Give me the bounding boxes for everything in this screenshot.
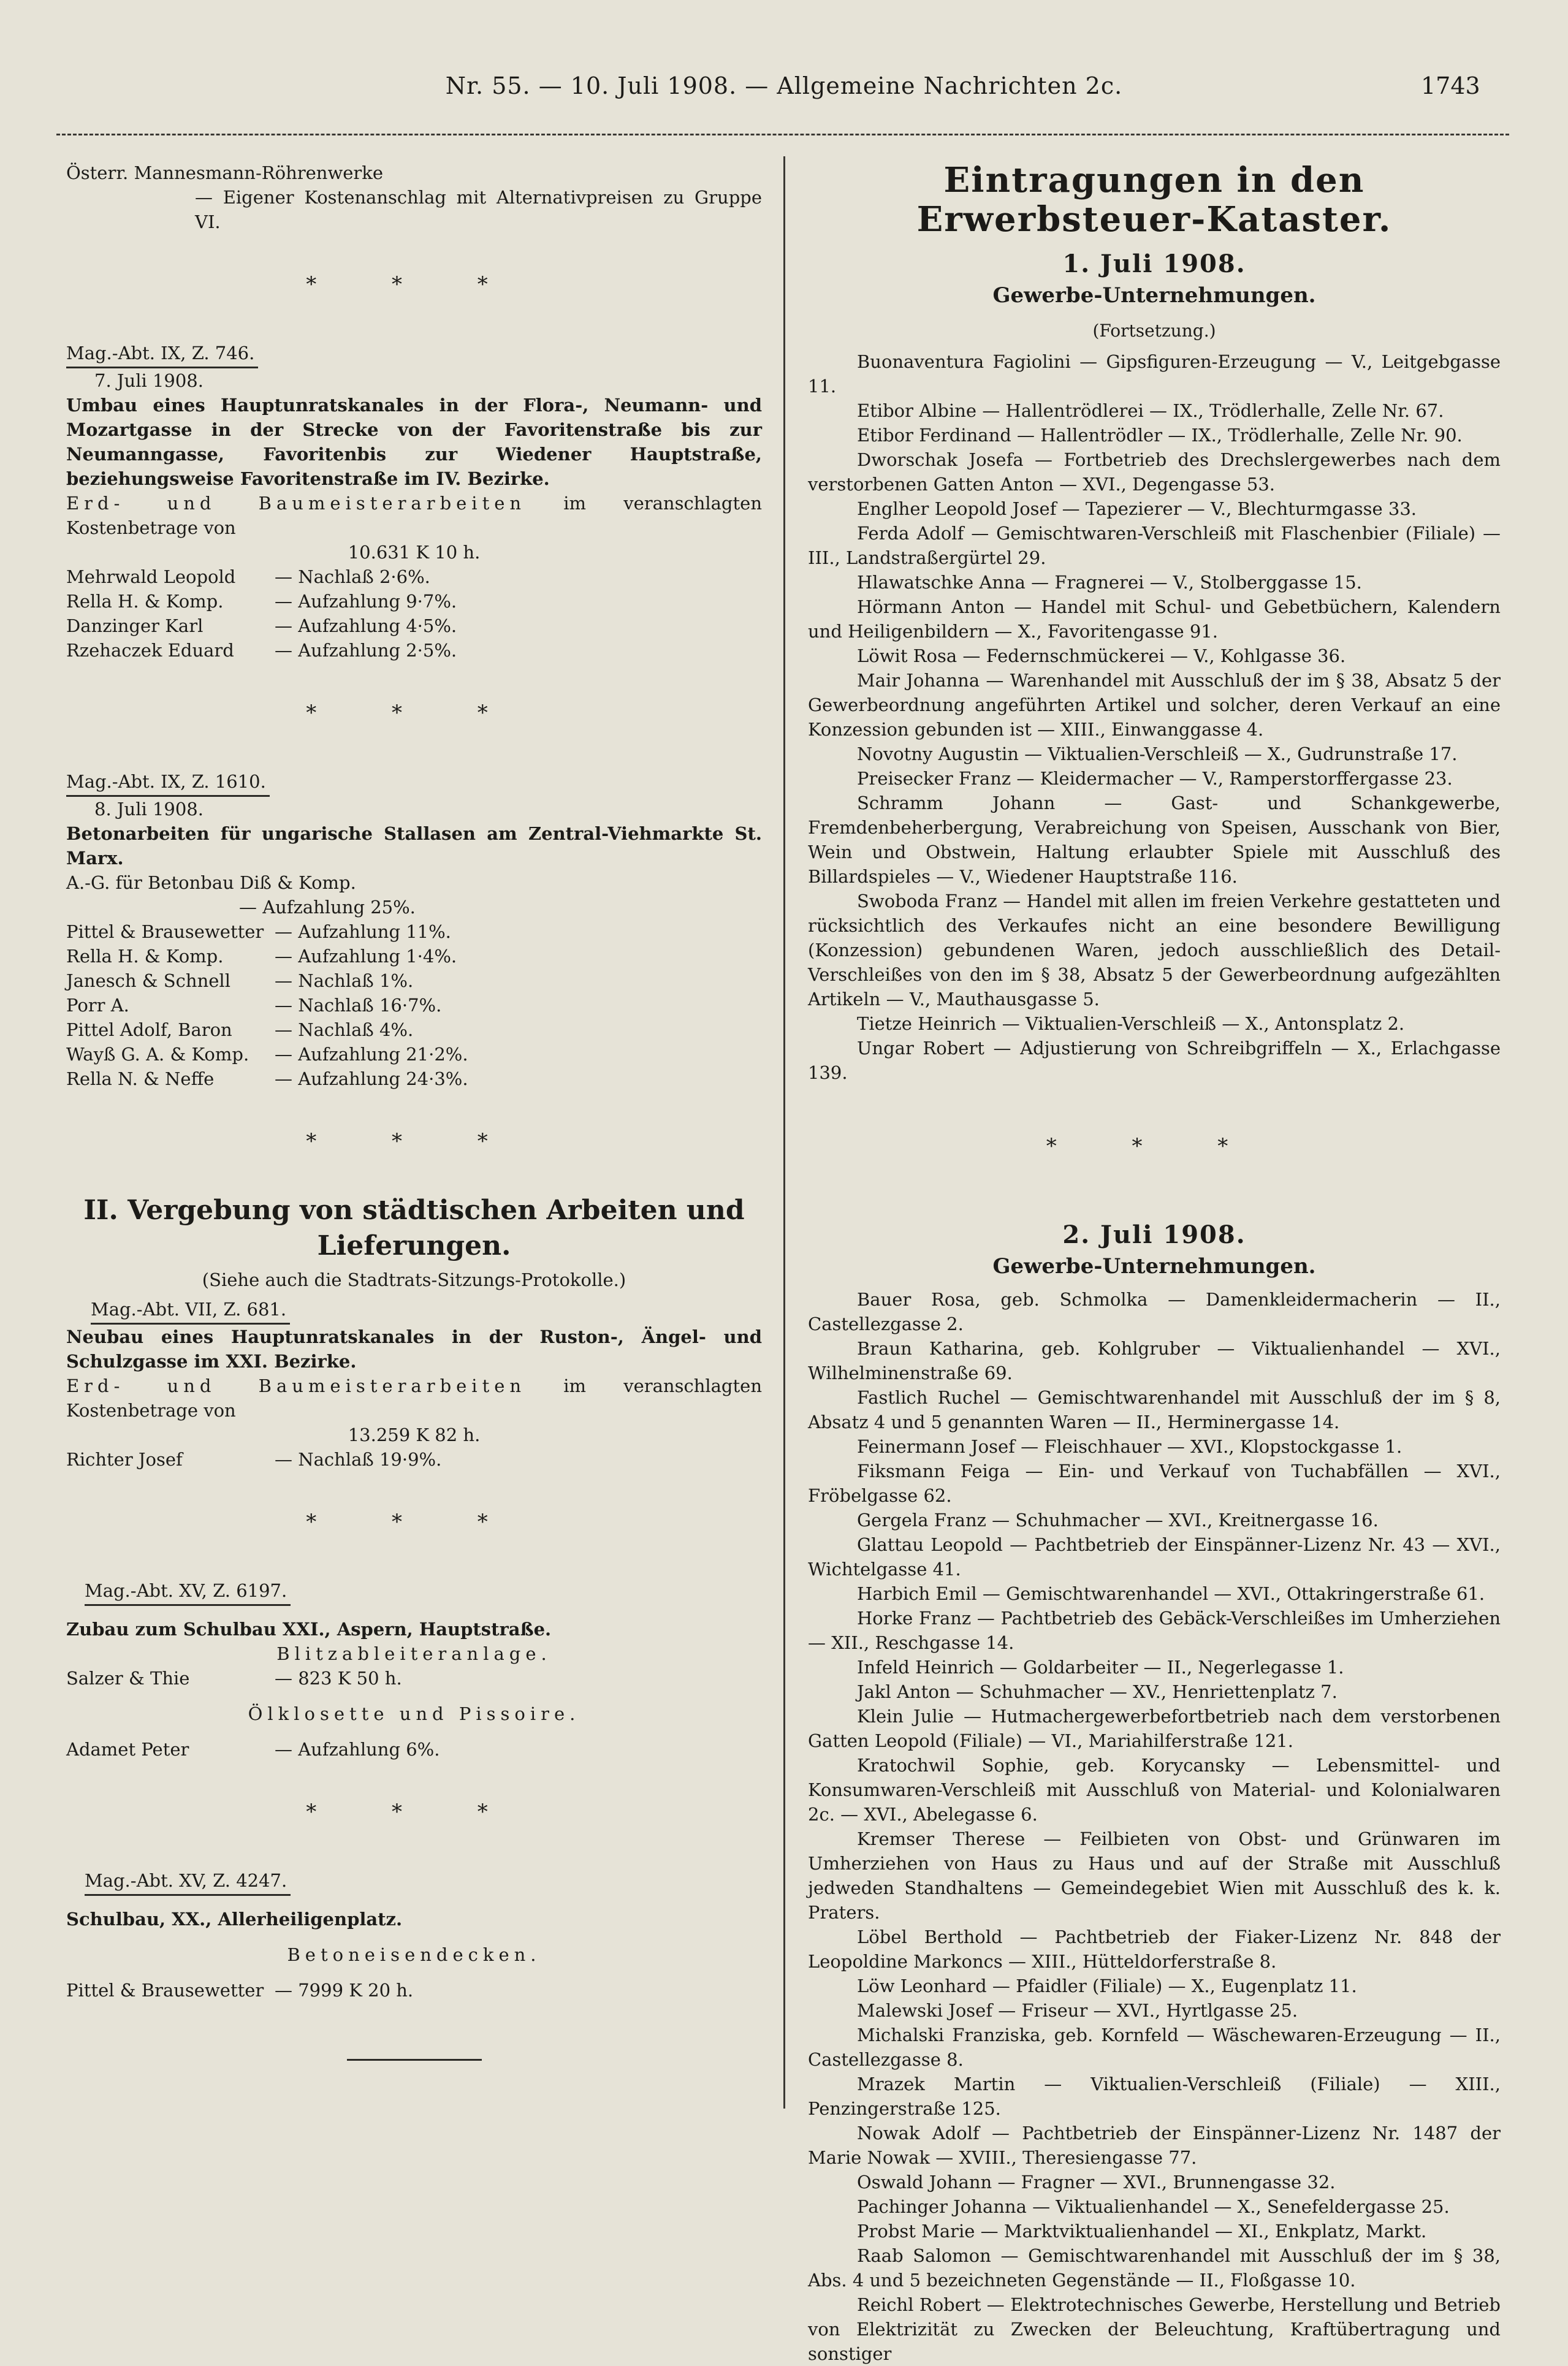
bid-name: Richter Josef	[66, 1449, 183, 1470]
entries-july-2	[808, 1287, 1501, 2366]
block4-work1: Blitzableiteranlage.	[276, 1643, 552, 1664]
bid-name: Rzehaczek Eduard	[66, 640, 234, 661]
bid-row	[66, 638, 762, 663]
register-entry: Probst Marie — Marktviktualienhandel — XI., Enkplatz, Markt.	[857, 2221, 1427, 2242]
date-heading-1: 1. Juli 1908.	[1062, 249, 1246, 278]
register-entry: Kratochwil Sophie, geb. Korycansky — Lebensmittel- und Konsumwaren-Verschleiß mit Ausschluß von Material- und Kolonialwaren 2c. — XVI., Abelegasse 6.	[808, 1755, 1501, 1825]
bid-value: — Nachlaß 2·6%.	[275, 566, 430, 587]
bid-row	[66, 1018, 762, 1042]
register-entry: Raab Salomon — Gemischtwarenhandel mit Ausschluß der im § 38, Abs. 4 und 5 bezeichneten Gegenstände — II., Floßgasse 10.	[808, 2245, 1501, 2291]
block1-work-type: Erd- und Baumeisterarbeiten	[66, 493, 527, 514]
sub-heading-1: Gewerbe-Unternehmungen.	[992, 283, 1316, 308]
bid-name: Porr A.	[66, 995, 129, 1016]
register-entry: Braun Katharina, geb. Kohlgruber — Viktualienhandel — XVI., Wilhelminenstraße 69.	[808, 1338, 1501, 1383]
block1-cost-text: im veranschlagten Kostenbetrage von	[66, 493, 762, 538]
bid-value: — Aufzahlung 21·2%.	[275, 1044, 468, 1065]
register-entry: Mair Johanna — Warenhandel mit Ausschluß der im § 38, Absatz 5 der Gewerbeordnung angeführten Artikel und solcher, deren Verkauf an eine Konzession gebunden ist — XIII., Einwanggasse 4.	[808, 670, 1501, 740]
header-rule	[56, 134, 1509, 139]
block1-work	[66, 491, 762, 540]
register-entry: Michalski Franziska, geb. Kornfeld — Wäschewaren-Erzeugung — II., Castellezgasse 8.	[808, 2025, 1501, 2070]
spacer	[66, 1606, 762, 1617]
block2-first-value: — Aufzahlung 25%.	[239, 897, 416, 918]
bid-value: — Aufzahlung 9·7%.	[275, 591, 457, 612]
bid-name: Pittel & Brausewetter	[66, 1980, 264, 2001]
register-entry: Glattau Leopold — Pachtbetrieb der Einspänner-Lizenz Nr. 43 — XVI., Wichtelgasse 41.	[808, 1534, 1501, 1580]
section-ii-title: II. Vergebung von städtischen Arbeiten und Lieferungen.	[83, 1195, 745, 1261]
block2-title: Betonarbeiten für ungarische Stallasen am Zentral-Viehmarkte St. Marx.	[66, 823, 762, 869]
register-entry: Fiksmann Feiga — Ein- und Verkauf von Tuchabfällen — XVI., Fröbelgasse 62.	[808, 1461, 1501, 1506]
block5-reference: Mag.-Abt. XV, Z. 4247.	[85, 1868, 291, 1896]
block1-cost: 10.631 K 10 h.	[348, 542, 481, 563]
bid-row	[66, 1067, 762, 1091]
block1-title: Umbau eines Hauptunratskanales in der Flora-, Neumann- und Mozartgasse in der Strecke von der Favoritenstraße bis zur Neumanngasse, Favoritenbis zur Wiedener Hauptstraße, beziehungsweise Favoritenstraße im IV. Bezirke.	[66, 395, 762, 489]
bid-value: — Aufzahlung 6%.	[275, 1739, 440, 1760]
star-separator: * * *	[306, 701, 522, 725]
intro-company: Österr. Mannesmann-Röhrenwerke	[66, 162, 384, 183]
block3-work	[66, 1374, 762, 1423]
bid-row	[66, 1042, 762, 1067]
page-header	[0, 72, 1568, 121]
register-entry: Kremser Therese — Feilbieten von Obst- und Grünwaren im Umherziehen von Haus zu Haus und auf der Straße mit Ausschluß jedweden Standhaltens — Gemeindegebiet Wien mit Ausschluß des k. k. Praters.	[808, 1828, 1501, 1923]
bid-name: Danzinger Karl	[66, 615, 204, 636]
block2-first-bidder: A.-G. für Betonbau Diß & Komp.	[66, 872, 356, 893]
register-entry: Infeld Heinrich — Goldarbeiter — II., Negerlegasse 1.	[857, 1657, 1344, 1678]
bid-value: — Nachlaß 16·7%.	[275, 995, 442, 1016]
section-ii-note: (Siehe auch die Stadtrats-Sitzungs-Protokolle.)	[202, 1269, 626, 1290]
bid-value: — 7999 K 20 h.	[275, 1980, 414, 2001]
sub-heading-2: Gewerbe-Unternehmungen.	[992, 1254, 1316, 1279]
block1-reference: Mag.-Abt. IX, Z. 746.	[66, 341, 258, 368]
star-separator: * * *	[1046, 1134, 1263, 1158]
register-entry: Buonaventura Fagiolini — Gipsfiguren-Erzeugung — V., Leitgebgasse 11.	[808, 351, 1501, 397]
register-entry: Hlawatschke Anna — Fragnerei — V., Stolberggasse 15.	[857, 572, 1362, 593]
bid-value: — Nachlaß 4%.	[275, 1019, 414, 1040]
bid-row	[66, 1666, 762, 1691]
star-separator: * * *	[306, 1129, 522, 1154]
column-divider	[783, 156, 785, 2109]
bid-value: — 823 K 50 h.	[275, 1668, 402, 1689]
bid-row	[66, 1447, 762, 1472]
end-rule	[347, 2059, 482, 2061]
register-entry: Pachinger Johanna — Viktualienhandel — X., Senefeldergasse 25.	[857, 2196, 1450, 2217]
bid-value: — Aufzahlung 11%.	[275, 921, 451, 942]
bid-name: Rella N. & Neffe	[66, 1068, 215, 1089]
bid-row	[66, 614, 762, 638]
bid-value: — Aufzahlung 2·5%.	[275, 640, 457, 661]
bid-value: — Nachlaß 1%.	[275, 970, 414, 991]
star-separator: * * *	[306, 1510, 522, 1534]
register-entry: Etibor Ferdinand — Hallentrödler — IX., Trödlerhalle, Zelle Nr. 90.	[857, 425, 1463, 446]
bid-name: Mehrwald Leopold	[66, 566, 236, 587]
register-entry: Harbich Emil — Gemischtwarenhandel — XVI., Ottakringerstraße 61.	[857, 1583, 1485, 1604]
block3-reference: Mag.-Abt. VII, Z. 681.	[91, 1297, 290, 1325]
bid-name: Adamet Peter	[66, 1739, 189, 1760]
block2-bids	[66, 919, 762, 1091]
register-entry: Horke Franz — Pachtbetrieb des Gebäck-Verschleißes im Umherziehen — XII., Reschgasse 14.	[808, 1608, 1501, 1653]
issue-title: Nr. 55. — 10. Juli 1908. — Allgemeine Nachrichten 2c.	[445, 72, 1123, 99]
bid-row	[66, 565, 762, 589]
bid-name: Pittel & Brausewetter	[66, 921, 264, 942]
page-number: 1743	[1421, 72, 1480, 99]
register-entry: Hörmann Anton — Handel mit Schul- und Gebetbüchern, Kalendern und Heiligenbildern — X., Favoritengasse 91.	[808, 596, 1501, 642]
register-entry: Etibor Albine — Hallentrödlerei — IX., Trödlerhalle, Zelle Nr. 67.	[857, 400, 1444, 421]
intro-text: — Eigener Kostenanschlag mit Alternativpreisen zu Gruppe VI.	[195, 187, 762, 232]
left-column	[66, 161, 762, 2061]
bid-name: Salzer & Thie	[66, 1668, 190, 1689]
block3-cost: 13.259 K 82 h.	[348, 1425, 481, 1445]
register-entry: Tietze Heinrich — Viktualien-Verschleiß — X., Antonsplatz 2.	[857, 1013, 1405, 1034]
spacer	[66, 1967, 762, 1978]
bid-name: Wayß G. A. & Komp.	[66, 1044, 249, 1065]
bid-name: Janesch & Schnell	[66, 970, 230, 991]
register-entry: Löw Leonhard — Pfaidler (Filiale) — X., Eugenplatz 11.	[857, 1976, 1357, 1996]
spacer	[66, 1691, 762, 1702]
register-entry: Reichl Robert — Elektrotechnisches Gewerbe, Herstellung und Betrieb von Elektrizität zu Zwecken der Beleuchtung, Kraftübertragung und sonstiger	[808, 2294, 1501, 2364]
block5-title: Schulbau, XX., Allerheiligenplatz.	[66, 1909, 403, 1930]
bid-row	[66, 1978, 762, 2003]
register-entry: Oswald Johann — Fragner — XVI., Brunnengasse 32.	[857, 2172, 1336, 2193]
block3-cost-text: im veranschlagten Kostenbetrage von	[66, 1375, 762, 1421]
register-entry: Fastlich Ruchel — Gemischtwarenhandel mit Ausschluß der im § 8, Absatz 4 und 5 genannten Waren — II., Herminergasse 14.	[808, 1387, 1501, 1432]
bid-value: — Nachlaß 19·9%.	[275, 1449, 442, 1470]
bid-name: Rella H. & Komp.	[66, 591, 224, 612]
register-entry: Klein Julie — Hutmachergewerbefortbetrieb nach dem verstorbenen Gatten Leopold (Filiale) — VI., Mariahilferstraße 121.	[808, 1706, 1501, 1751]
bid-name: Rella H. & Komp.	[66, 946, 224, 967]
register-entry: Nowak Adolf — Pachtbetrieb der Einspänner-Lizenz Nr. 1487 der Marie Nowak — XVIII., Theresiengasse 77.	[808, 2123, 1501, 2168]
date-heading-2: 2. Juli 1908.	[1062, 1220, 1246, 1249]
bid-value: — Aufzahlung 4·5%.	[275, 615, 457, 636]
register-entry: Dworschak Josefa — Fortbetrieb des Drechslergewerbes nach dem verstorbenen Gatten Anton — XVI., Degengasse 53.	[808, 449, 1501, 495]
block3-work-type: Erd- und Baumeisterarbeiten	[66, 1375, 527, 1396]
block2-reference: Mag.-Abt. IX, Z. 1610.	[66, 769, 270, 797]
register-entry: Ferda Adolf — Gemischtwaren-Verschleiß mit Flaschenbier (Filiale) — III., Landstraßergürtel 29.	[808, 523, 1501, 568]
star-separator: * * *	[306, 1800, 522, 1824]
bid-name: Pittel Adolf, Baron	[66, 1019, 232, 1040]
bid-value: — Aufzahlung 1·4%.	[275, 946, 457, 967]
register-entry: Feinermann Josef — Fleischhauer — XVI., Klopstockgasse 1.	[857, 1436, 1402, 1457]
bid-row	[66, 944, 762, 968]
bid-value: — Aufzahlung 24·3%.	[275, 1068, 468, 1089]
block2-date: 8. Juli 1908.	[94, 799, 204, 820]
spacer	[66, 1896, 762, 1907]
block4-title: Zubau zum Schulbau XXI., Aspern, Hauptstraße.	[66, 1619, 552, 1640]
block4-work2: Ölklosette und Pissoire.	[248, 1703, 580, 1724]
continuation-note: (Fortsetzung.)	[1092, 321, 1216, 341]
register-entry: Ungar Robert — Adjustierung von Schreibgriffeln — X., Erlachgasse 139.	[808, 1038, 1501, 1083]
register-entry: Löwit Rosa — Federnschmückerei — V., Kohlgasse 36.	[857, 645, 1346, 666]
register-entry: Englher Leopold Josef — Tapezierer — V., Blechturmgasse 33.	[857, 498, 1417, 519]
bid-row	[66, 919, 762, 944]
kataster-title: Eintragungen in den Erwerbsteuer-Kataster.	[916, 160, 1392, 240]
entries-july-1	[808, 349, 1501, 1085]
register-entry: Gergela Franz — Schuhmacher — XVI., Kreitnergasse 16.	[857, 1510, 1379, 1531]
register-entry: Swoboda Franz — Handel mit allen im freien Verkehre gestatteten und rücksichtlich des Verkaufes nicht an eine besondere Bewilligung (Konzession) gebundenen Waren, jedoch ausschließlich des Detail-Verschleißes von den im § 38, Absatz 5 der Gewerbeordnung aufgezählten Artikeln — V., Mauthausgasse 5.	[808, 891, 1501, 1010]
right-column	[808, 161, 1501, 2366]
bid-row	[66, 1737, 762, 1762]
bid-row	[66, 968, 762, 993]
register-entry: Schramm Johann — Gast- und Schankgewerbe, Fremdenbeherbergung, Verabreichung von Speisen, Ausschank von Bier, Wein und Obstwein, Haltung erlaubter Spiele mit Ausschluß des Billardspieles — V., Wiedener Hauptstraße 116.	[808, 793, 1501, 887]
register-entry: Jakl Anton — Schuhmacher — XV., Henriettenplatz 7.	[857, 1681, 1338, 1702]
star-separator: * * *	[306, 272, 522, 297]
register-entry: Mrazek Martin — Viktualien-Verschleiß (Filiale) — XIII., Penzingerstraße 125.	[808, 2074, 1501, 2119]
block3-title: Neubau eines Hauptunratskanales in der Ruston-, Ängel- und Schulzgasse im XXI. Bezirke.	[66, 1326, 762, 1372]
register-entry: Preisecker Franz — Kleidermacher — V., Ramperstorffergasse 23.	[857, 768, 1453, 789]
bid-row	[66, 589, 762, 614]
block1-bids	[66, 565, 762, 663]
register-entry: Novotny Augustin — Viktualien-Verschleiß — X., Gudrunstraße 17.	[857, 744, 1458, 764]
bid-row	[66, 993, 762, 1018]
block1-date: 7. Juli 1908.	[94, 370, 204, 391]
block4-reference: Mag.-Abt. XV, Z. 6197.	[85, 1578, 291, 1606]
spacer	[66, 1931, 762, 1942]
spacer	[66, 1726, 762, 1737]
register-entry: Malewski Josef — Friseur — XVI., Hyrtlgasse 25.	[857, 2000, 1298, 2021]
register-entry: Löbel Berthold — Pachtbetrieb der Fiaker-Lizenz Nr. 848 der Leopoldine Markoncs — XIII., Hütteldorferstraße 8.	[808, 1927, 1501, 1972]
block5-work: Betoneisendecken.	[287, 1944, 541, 1965]
register-entry: Bauer Rosa, geb. Schmolka — Damenkleidermacherin — II., Castellezgasse 2.	[808, 1289, 1501, 1334]
